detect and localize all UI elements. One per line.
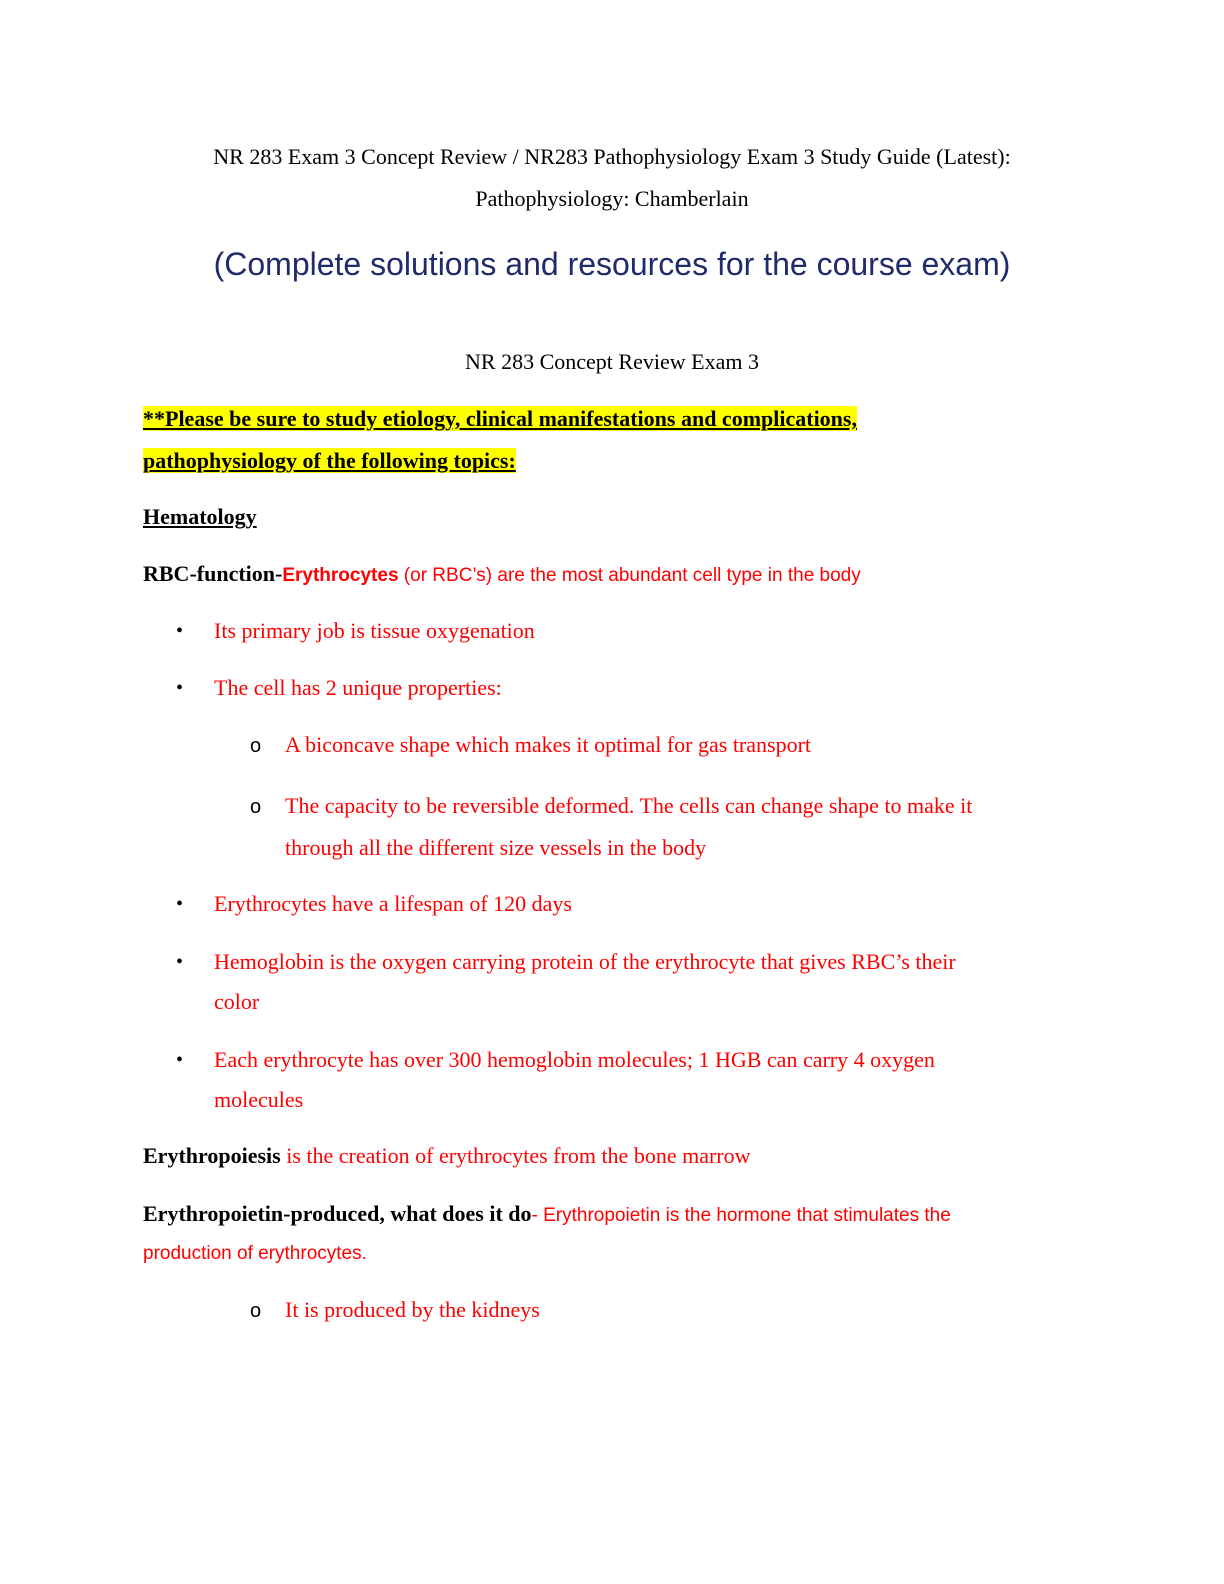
bullet-icon: •: [176, 677, 184, 699]
rbc-function-line: [143, 559, 861, 591]
notice-text-1: **Please be sure to study etiology, clinical manifestations and complications,: [143, 406, 857, 431]
bullet-icon: •: [176, 620, 184, 642]
erythropoietin-label: Erythropoietin-produced, what does it do: [143, 1201, 532, 1226]
bullet-item-4-line-1: Hemoglobin is the oxygen carrying protein of the erythrocyte that gives RBC’s their: [214, 949, 956, 974]
notice-text-2: pathophysiology of the following topics:: [143, 448, 516, 473]
erythropoietin-sub-item-1: It is produced by the kidneys: [285, 1297, 540, 1322]
erythropoietin-desc-1: - Erythropoietin is the hormone that stimulates the: [531, 1205, 951, 1226]
erythropoietin-desc-2: production of erythrocytes.: [143, 1243, 367, 1264]
bullet-item-3: Erythrocytes have a lifespan of 120 days: [214, 891, 572, 916]
rbc-term: Erythrocytes: [282, 565, 399, 586]
subtitle: (Complete solutions and resources for the course exam): [213, 246, 1011, 282]
erythropoiesis-line: [143, 1141, 751, 1171]
bullet-item-5-line-1: Each erythrocyte has over 300 hemoglobin molecules; 1 HGB can carry 4 oxygen: [214, 1047, 935, 1072]
erythropoiesis-term: Erythropoiesis: [143, 1143, 281, 1168]
sub-bullet-icon: o: [250, 735, 262, 757]
sub-bullet-item-1: A biconcave shape which makes it optimal for gas transport: [285, 732, 812, 757]
document-title: NR 283 Concept Review Exam 3: [465, 349, 759, 374]
bullet-icon: •: [176, 951, 184, 973]
bullet-icon: •: [176, 893, 184, 915]
sub-bullet-icon: o: [250, 796, 262, 818]
sub-bullet-item-2-line-1: The capacity to be reversible deformed. The cells can change shape to make it: [285, 793, 973, 818]
bullet-item-5-line-2: molecules: [214, 1087, 304, 1112]
title-line-2: Pathophysiology: Chamberlain: [475, 186, 749, 211]
bullet-item-1: Its primary job is tissue oxygenation: [214, 618, 535, 643]
erythropoietin-line-1: [143, 1199, 951, 1231]
rbc-label: RBC-function-: [143, 561, 283, 586]
erythropoiesis-desc: is the creation of erythrocytes from the bone marrow: [280, 1143, 751, 1168]
title-line-1: NR 283 Exam 3 Concept Review / NR283 Pathophysiology Exam 3 Study Guide (Latest):: [213, 144, 1011, 169]
bullet-item-4-line-2: color: [214, 989, 260, 1014]
rbc-desc: (or RBC’s) are the most abundant cell type in the body: [398, 565, 861, 586]
section-heading-hematology: Hematology: [143, 504, 257, 529]
sub-bullet-icon: o: [250, 1300, 262, 1322]
notice-line-1: [143, 404, 857, 434]
notice-line-2: [143, 446, 516, 476]
bullet-item-2: The cell has 2 unique properties:: [214, 675, 502, 700]
sub-bullet-item-2-line-2: through all the different size vessels in the body: [285, 835, 707, 860]
bullet-icon: •: [176, 1049, 184, 1071]
